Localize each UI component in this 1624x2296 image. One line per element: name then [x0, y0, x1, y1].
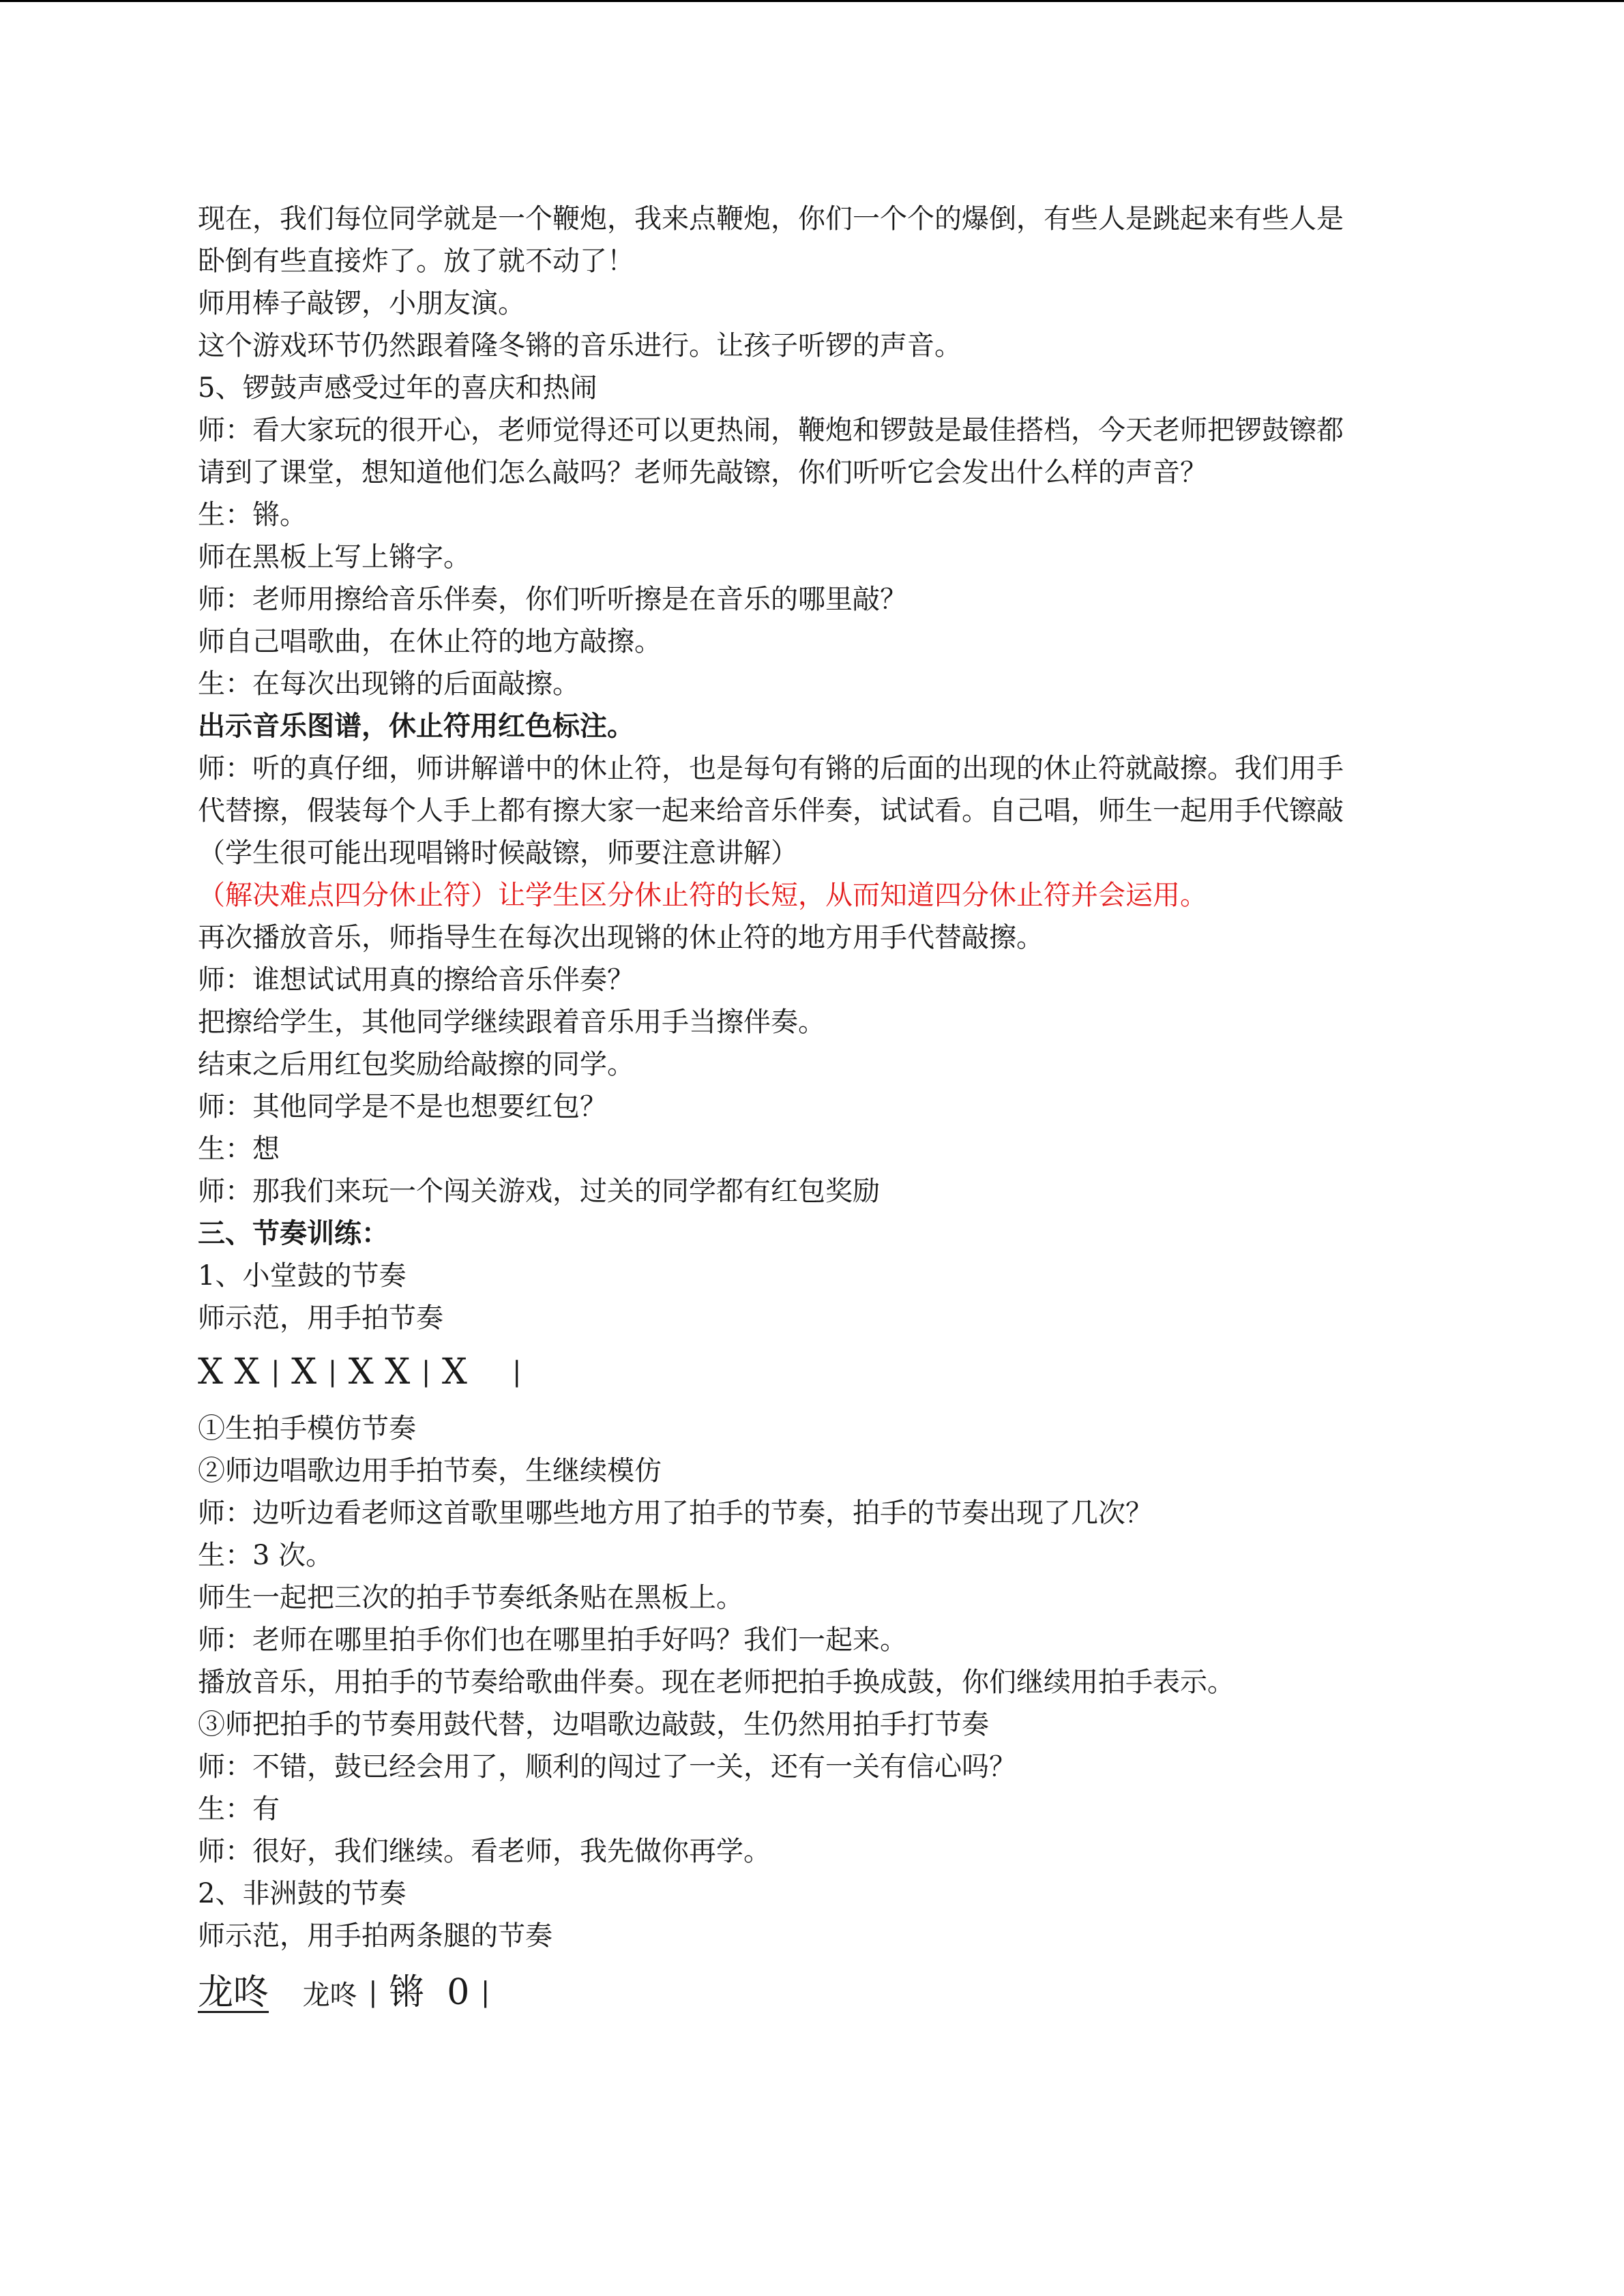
text-line: 播放音乐，用拍手的节奏给歌曲伴奏。现在老师把拍手换成鼓，你们继续用拍手表示。 [198, 1667, 1235, 1698]
text-line: 把擦给学生，其他同学继续跟着音乐用手当擦伴奏。 [198, 1007, 825, 1038]
rhythm-beat: 0 [447, 1972, 470, 2013]
rhythm-beat: X X [198, 1352, 260, 1392]
text-line: 师用棒子敲锣，小朋友演。 [198, 288, 525, 319]
bar-line: | [368, 1977, 378, 2008]
subsection-heading: 2、非洲鼓的节奏 [198, 1878, 407, 1909]
section-heading: 三、节奏训练： [198, 1217, 389, 1249]
text-line: 师生一起把三次的拍手节奏纸条贴在黑板上。 [198, 1582, 743, 1613]
text-line: 这个游戏环节仍然跟着隆冬锵的音乐进行。让孩子听锣的声音。 [198, 330, 962, 361]
rhythm-notation-african-drum [198, 1957, 1426, 2031]
text-line: ③师把拍手的节奏用鼓代替，边唱歌边敲鼓，生仍然用拍手打节奏 [198, 1709, 989, 1740]
text-line: （学生很可能出现唱锵时候敲镲，师要注意讲解） [198, 837, 798, 869]
bar-line: | [327, 1356, 338, 1388]
text-line: 生：有 [198, 1793, 280, 1825]
text-line: 师：其他同学是不是也想要红包？ [198, 1091, 607, 1122]
document-body [198, 198, 1426, 2031]
text-line: 师：不错，鼓已经会用了，顺利的闯过了一关，还有一关有信心吗？ [198, 1751, 1016, 1783]
bar-line: | [421, 1356, 431, 1388]
text-line: 再次播放音乐，师指导生在每次出现锵的休止符的地方用手代替敲擦。 [198, 922, 1044, 953]
text-line: 代替擦，假装每个人手上都有擦大家一起来给音乐伴奏，试试看。自己唱，师生一起用手代镲敲 [198, 795, 1344, 826]
bold-note: 出示音乐图谱，休止符用红色标注。 [198, 710, 634, 742]
section-heading: 5、锣鼓声感受过年的喜庆和热闹 [198, 372, 597, 404]
text-line: 生：锵。 [198, 499, 307, 531]
text-line: 请到了课堂，想知道他们怎么敲吗？老师先敲镲，你们听听它会发出什么样的声音？ [198, 457, 1207, 488]
text-line: 卧倒有些直接炸了。放了就不动了！ [198, 245, 634, 277]
top-border-line [0, 0, 1624, 2]
rhythm-beat: X [441, 1352, 467, 1392]
rhythm-beat: 龙咚 [302, 1980, 357, 2011]
text-line: 师：很好，我们继续。看老师，我先做你再学。 [198, 1836, 771, 1867]
text-line: ②师边唱歌边用手拍节奏，生继续模仿 [198, 1455, 662, 1487]
text-line: 师：谁想试试用真的擦给音乐伴奏？ [198, 964, 634, 996]
bar-line: | [271, 1356, 280, 1388]
rhythm-notation-drum [198, 1339, 1426, 1407]
text-line: 师示范，用手拍两条腿的节奏 [198, 1920, 552, 1952]
rhythm-beat: 龙咚 [198, 1972, 269, 2013]
red-highlight-note: （解决难点四分休止符）让学生区分休止符的长短，从而知道四分休止符并会运用。 [198, 880, 1207, 911]
text-line: ①生拍手模仿节奏 [198, 1413, 416, 1444]
text-line: 生：3 次。 [198, 1540, 334, 1571]
bar-line: | [512, 1356, 522, 1388]
rhythm-beat: X X [348, 1352, 411, 1392]
subsection-heading: 1、小堂鼓的节奏 [198, 1260, 407, 1292]
text-line: 生：想 [198, 1133, 280, 1165]
text-line: 师：看大家玩的很开心，老师觉得还可以更热闹，鞭炮和锣鼓是最佳搭档，今天老师把锣鼓镲都 [198, 415, 1344, 446]
text-line: 师：听的真仔细，师讲解谱中的休止符，也是每句有锵的后面的出现的休止符就敲擦。我们用手 [198, 753, 1344, 784]
text-line: 师：边听边看老师这首歌里哪些地方用了拍手的节奏，拍手的节奏出现了几次？ [198, 1497, 1153, 1529]
text-line: 现在，我们每位同学就是一个鞭炮，我来点鞭炮，你们一个个的爆倒，有些人是跳起来有些人是 [198, 203, 1344, 235]
text-line: 师：老师用擦给音乐伴奏，你们听听擦是在音乐的哪里敲？ [198, 584, 907, 615]
rhythm-beat: 锵 [389, 1972, 425, 2013]
text-line: 师示范，用手拍节奏 [198, 1302, 443, 1334]
text-line: 师：老师在哪里拍手你们也在哪里拍手好吗？我们一起来。 [198, 1624, 907, 1656]
text-line: 师：那我们来玩一个闯关游戏，过关的同学都有红包奖励 [198, 1176, 880, 1207]
text-line: 师自己唱歌曲，在休止符的地方敲擦。 [198, 626, 662, 657]
rhythm-beat: X [291, 1352, 317, 1392]
text-line: 师在黑板上写上锵字。 [198, 541, 471, 573]
text-line: 生：在每次出现锵的后面敲擦。 [198, 668, 580, 700]
text-line: 结束之后用红包奖励给敲擦的同学。 [198, 1049, 634, 1080]
bar-line: | [480, 1977, 490, 2008]
